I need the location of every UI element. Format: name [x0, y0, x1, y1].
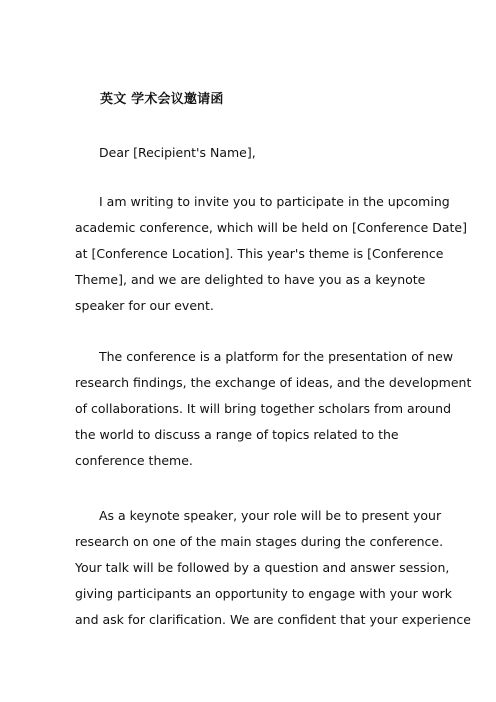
paragraph-line: I am writing to invite you to participate in the upcoming [99, 194, 450, 209]
paragraph-line: giving participants an opportunity to engage with your work [75, 586, 452, 601]
paragraph-line: of collaborations. It will bring together scholars from around [75, 401, 452, 416]
paragraph-keynote-role [75, 503, 471, 633]
paragraph-line: conference theme. [75, 453, 193, 468]
paragraph-line: research findings, the exchange of ideas, and the development [75, 375, 472, 390]
paragraph-line: the world to discuss a range of topics related to the [75, 427, 399, 442]
paragraph-platform [75, 344, 472, 474]
paragraph-line: speaker for our event. [75, 298, 214, 313]
paragraph-line: at [Conference Location]. This year's theme is [Conference [75, 246, 444, 261]
document-title: 英文 学术会议邀请函 [100, 92, 224, 107]
paragraph-line: research on one of the main stages during the conference. [75, 534, 444, 549]
paragraph-line: As a keynote speaker, your role will be to present your [99, 508, 442, 523]
paragraph-invitation [75, 189, 468, 319]
salutation: Dear [Recipient's Name], [99, 145, 256, 160]
paragraph-line: and ask for clarification. We are confident that your experience [75, 612, 471, 627]
paragraph-line: Your talk will be followed by a question and answer session, [75, 560, 450, 575]
paragraph-line: The conference is a platform for the presentation of new [99, 349, 454, 364]
paragraph-line: Theme], and we are delighted to have you as a keynote [75, 272, 426, 287]
paragraph-line: academic conference, which will be held on [Conference Date] [75, 220, 468, 235]
